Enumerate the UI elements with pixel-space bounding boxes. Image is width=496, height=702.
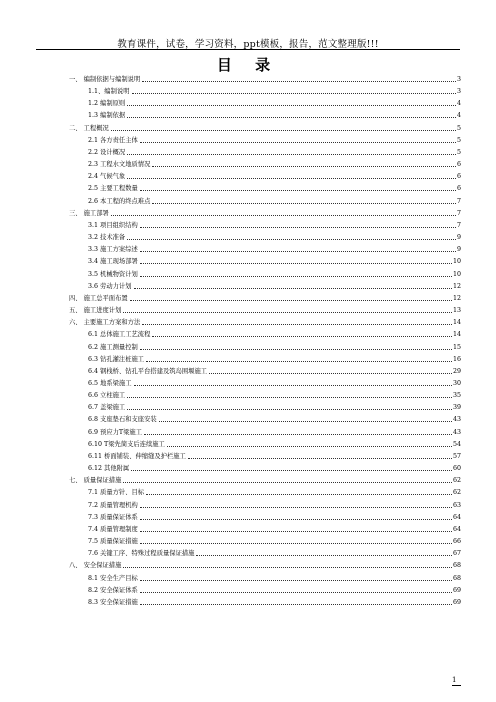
toc-dot-leader — [167, 446, 452, 447]
toc-entry[interactable] — [88, 97, 461, 108]
toc-entry-page: 16 — [452, 355, 461, 363]
toc-entry-page: 6 — [456, 161, 461, 169]
toc-dot-leader — [142, 81, 456, 82]
toc-entry-page: 60 — [452, 465, 461, 473]
toc-entry-label: 7.2 质量管理机构 — [88, 501, 138, 509]
toc-entry-label: 2.4 气候气象 — [88, 173, 126, 181]
toc-entry-label: 一、 编制依据与编制说明 — [69, 76, 141, 83]
toc-entry-label: 3.5 机械物资计划 — [88, 270, 138, 278]
toc-entry[interactable] — [69, 292, 461, 303]
toc-entry-page: 9 — [456, 234, 461, 242]
toc-entry-page: 54 — [452, 440, 461, 448]
toc-entry-label: 7.3 质量保证体系 — [88, 513, 138, 521]
toc-dot-leader — [140, 519, 452, 520]
toc-dot-leader — [140, 190, 456, 191]
toc-dot-leader — [146, 361, 452, 362]
toc-dot-leader — [188, 458, 452, 459]
toc-entry[interactable] — [88, 231, 461, 242]
toc-entry-label: 五、 施工进度计划 — [69, 307, 122, 315]
toc-entry[interactable] — [88, 85, 461, 96]
toc-entry-label: 6.10 T梁先简支后连续施工 — [88, 440, 165, 448]
toc-dot-leader — [140, 251, 456, 252]
toc-entry-label: 2.2 设计概况 — [88, 148, 126, 156]
toc-dot-leader — [140, 276, 452, 277]
toc-entry[interactable] — [88, 547, 461, 558]
toc-entry-label: 6.2 施工测量控制 — [88, 343, 138, 351]
toc-entry[interactable] — [69, 207, 461, 218]
toc-dot-leader — [111, 215, 456, 216]
toc-entry-label: 七、 质量保证措施 — [69, 477, 122, 485]
toc-entry-label: 6.3 钻孔灌注桩施工 — [88, 355, 145, 363]
toc-dot-leader — [159, 421, 452, 422]
toc-entry-page: 68 — [452, 574, 461, 582]
toc-dot-leader — [152, 203, 456, 204]
toc-entry[interactable] — [88, 341, 461, 352]
toc-entry-label: 1.3 编制依据 — [88, 112, 126, 120]
toc-entry-page: 69 — [452, 586, 461, 594]
toc-entry[interactable] — [88, 413, 461, 424]
toc-entry-label: 3.1 项目组织结构 — [88, 221, 138, 229]
toc-entry-page: 69 — [452, 598, 461, 606]
toc-entry-page: 62 — [452, 489, 461, 497]
toc-entry-page: 6 — [456, 173, 461, 181]
toc-title: 目 录 — [216, 56, 280, 74]
toc-entry-label: 六、 主要施工方案和方法 — [69, 319, 141, 327]
toc-dot-leader — [140, 604, 452, 605]
toc-entry[interactable] — [69, 122, 461, 133]
toc-dot-leader — [152, 166, 456, 167]
toc-entry[interactable] — [88, 499, 461, 510]
toc-dot-leader — [140, 580, 452, 581]
toc-entry-label: 6.4 钢栈桥、钻孔平台搭建及筑岛围堰施工 — [88, 367, 208, 375]
toc-entry-label: 1.2 编制原则 — [88, 100, 126, 108]
toc-dot-leader — [127, 117, 456, 118]
toc-entry-page: 64 — [452, 513, 461, 521]
toc-entry-page: 30 — [452, 380, 461, 387]
page-number-underline — [452, 685, 461, 686]
toc-entry-page: 13 — [452, 307, 461, 315]
toc-entry[interactable] — [88, 255, 461, 266]
toc-entry[interactable] — [88, 523, 461, 534]
toc-entry-page: 12 — [452, 294, 461, 302]
toc-dot-leader — [140, 592, 452, 593]
toc-dot-leader — [127, 154, 456, 155]
toc-dot-leader — [123, 312, 452, 313]
toc-entry-page: 66 — [452, 538, 461, 546]
toc-entry[interactable] — [88, 353, 461, 364]
toc-entry-label: 3.3 施工方案综述 — [88, 246, 138, 254]
toc-entry[interactable] — [69, 474, 461, 485]
toc-entry[interactable] — [88, 280, 461, 291]
toc-entry-label: 8.3 安全保证措施 — [88, 598, 138, 606]
toc-entry-label: 7.1 质量方针、目标 — [88, 489, 145, 497]
toc-entry-label: 8.1 安全生产目标 — [88, 574, 138, 582]
toc-entry[interactable] — [88, 486, 461, 497]
toc-dot-leader — [123, 482, 452, 483]
toc-entry-page: 7 — [456, 221, 461, 229]
toc-dot-leader — [127, 239, 456, 240]
toc-dot-leader — [140, 263, 452, 264]
toc-entry[interactable] — [88, 219, 461, 230]
toc-entry[interactable] — [88, 389, 461, 400]
toc-entry-label: 二、 工程概况 — [69, 124, 109, 132]
toc-entry-page: 62 — [452, 477, 461, 485]
page-number: 1 — [452, 676, 457, 684]
header-divider — [36, 49, 460, 50]
toc-entry-page: 7 — [456, 209, 461, 217]
toc-entry[interactable] — [88, 182, 461, 193]
toc-entry[interactable] — [88, 401, 461, 412]
toc-entry-label: 8.2 安全保证体系 — [88, 586, 138, 594]
toc-dot-leader — [209, 373, 452, 374]
toc-dot-leader — [146, 494, 452, 495]
toc-entry-label: 6.8 支座垫石和支座安装 — [88, 416, 157, 424]
toc-entry-label: 3.2 技术准备 — [88, 234, 126, 242]
toc-entry[interactable] — [88, 268, 461, 279]
toc-entry-label: 2.1 各方责任主体 — [88, 136, 138, 144]
toc-entry-label: 三、 施工部署 — [69, 209, 109, 217]
toc-dot-leader — [142, 324, 452, 325]
toc-entry[interactable] — [69, 304, 461, 315]
toc-entry[interactable] — [69, 73, 461, 84]
toc-dot-leader — [140, 543, 452, 544]
toc-dot-leader — [130, 300, 452, 301]
toc-entry-label: 2.5 主要工程数量 — [88, 185, 138, 193]
toc-entry-label: 7.5 质量保证措施 — [88, 538, 138, 546]
toc-dot-leader — [140, 507, 452, 508]
toc-entry-label: 3.4 施工现场部署 — [88, 258, 138, 266]
toc-entry[interactable] — [88, 572, 461, 583]
toc-entry-label: 6.9 预应力T梁施工 — [88, 428, 142, 436]
toc-entry[interactable] — [88, 365, 461, 376]
toc-entry-page: 43 — [452, 428, 461, 436]
toc-entry-label: 6.11 桥面铺装、伸缩缝及护栏施工 — [88, 452, 186, 460]
toc-entry-label: 3.6 劳动力计划 — [88, 282, 132, 290]
toc-entry-page: 67 — [452, 550, 461, 558]
toc-entry[interactable] — [88, 535, 461, 546]
toc-entry-page: 6 — [456, 185, 461, 193]
toc-entry-page: 39 — [452, 404, 461, 412]
toc-entry-label: 6.12 其他附属 — [88, 465, 130, 473]
toc-entry[interactable] — [88, 195, 461, 206]
toc-dot-leader — [140, 349, 452, 350]
toc-entry[interactable] — [88, 109, 461, 120]
toc-dot-leader — [127, 397, 452, 398]
toc-entry[interactable] — [88, 328, 461, 339]
toc-entry[interactable] — [69, 316, 461, 327]
toc-entry-page: 4 — [456, 100, 461, 108]
toc-entry-page: 15 — [452, 343, 461, 351]
toc-entry-label: 2.3 工程水文地质情况 — [88, 161, 151, 169]
toc-entry-page: 68 — [452, 562, 461, 570]
toc-entry-page: 14 — [452, 319, 461, 327]
toc-dot-leader — [127, 409, 452, 410]
toc-dot-leader — [127, 178, 456, 179]
toc-entry[interactable] — [88, 462, 461, 473]
toc-entry[interactable] — [88, 426, 461, 437]
toc-entry-label: 7.6 关键工序、特殊过程质量保证措施 — [88, 550, 195, 558]
toc-entry-label: 四、 施工总平面布置 — [69, 294, 128, 302]
toc-dot-leader — [132, 93, 456, 94]
toc-entry[interactable] — [88, 170, 461, 181]
toc-entry-label: 1.1、编制说明 — [88, 88, 130, 96]
toc-entry-page: 12 — [452, 282, 461, 290]
toc-dot-leader — [134, 288, 452, 289]
toc-entry[interactable] — [88, 438, 461, 449]
toc-entry-page: 57 — [452, 452, 461, 460]
toc-entry[interactable] — [88, 146, 461, 157]
page-header-text: 教育课件，试卷，学习资料，ppt模板，报告，范文整理版!!! — [117, 39, 379, 50]
toc-dot-leader — [140, 142, 456, 143]
toc-entry[interactable] — [88, 377, 461, 388]
toc-entry-label: 八、 安全保证措施 — [69, 562, 122, 570]
toc-entry-page: 63 — [452, 501, 461, 509]
toc-entry-page: 10 — [452, 270, 461, 278]
toc-entry-label: 6.6 立柱施工 — [88, 392, 126, 400]
toc-entry-page: 14 — [452, 331, 461, 339]
toc-entry-page: 3 — [456, 88, 461, 96]
toc-entry-label: 7.4 质量管理制度 — [88, 525, 138, 533]
toc-entry-page: 35 — [452, 392, 461, 400]
toc-dot-leader — [152, 336, 452, 337]
toc-entry-page: 29 — [452, 367, 461, 375]
toc-dot-leader — [111, 130, 456, 131]
toc-entry[interactable] — [88, 450, 461, 461]
toc-entry-page: 64 — [452, 525, 461, 533]
toc-entry-page: 5 — [456, 136, 461, 144]
toc-entry-page: 10 — [452, 258, 461, 266]
toc-dot-leader — [140, 227, 456, 228]
toc-dot-leader — [131, 470, 452, 471]
toc-entry-label: 2.6 本工程的终点难点 — [88, 197, 151, 205]
toc-entry[interactable] — [88, 243, 461, 254]
toc-dot-leader — [123, 567, 452, 568]
toc-entry-page: 9 — [456, 246, 461, 254]
toc-entry-page: 4 — [456, 112, 461, 120]
toc-entry-page: 5 — [456, 148, 461, 156]
toc-entry[interactable] — [88, 134, 461, 145]
toc-entry-page: 7 — [456, 197, 461, 205]
toc-entry-label: 6.5 地系梁施工 — [88, 380, 132, 387]
toc-dot-leader — [196, 555, 452, 556]
toc-entry[interactable] — [88, 511, 461, 522]
toc-entry-page: 3 — [456, 76, 461, 83]
toc-dot-leader — [140, 531, 452, 532]
toc-entry-page: 43 — [452, 416, 461, 424]
toc-dot-leader — [144, 434, 452, 435]
toc-entry-label: 6.1 总体施工工艺流程 — [88, 331, 151, 339]
toc-dot-leader — [134, 385, 452, 386]
toc-entry[interactable] — [69, 559, 461, 570]
toc-entry[interactable] — [88, 584, 461, 595]
toc-entry-label: 6.7 盖梁施工 — [88, 404, 126, 412]
toc-entry-page: 5 — [456, 124, 461, 132]
toc-dot-leader — [127, 105, 456, 106]
toc-entry[interactable] — [88, 596, 461, 607]
toc-entry[interactable] — [88, 158, 461, 169]
